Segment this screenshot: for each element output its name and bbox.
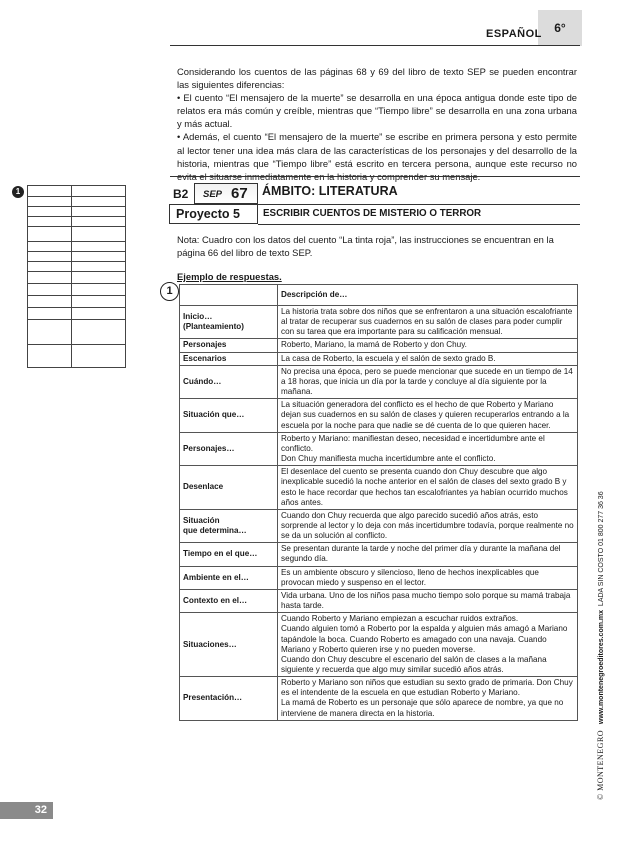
row-description: Se presentan durante la tarde y noche del primer día y durante la mañana del segundo día. bbox=[278, 543, 578, 566]
activity-number: 1 bbox=[160, 282, 179, 301]
row-description: El desenlace del cuento se presenta cuando don Chuy descubre que algo inexplicable sucedió la noche anterior en el salón de clases del sexto grado B y esto le hace recordar que hechos tan escalofriantes ya habían ocurrido muchos años antes. bbox=[278, 466, 578, 510]
row-label: Situaciones… bbox=[180, 613, 278, 677]
row-label: Tiempo en el que… bbox=[180, 543, 278, 566]
row-label: Escenarios bbox=[180, 352, 278, 365]
block-code: B2 bbox=[173, 187, 189, 201]
table-row bbox=[180, 399, 578, 432]
sep-label: SEP bbox=[203, 189, 223, 200]
table-header: Descripción de… bbox=[278, 285, 578, 306]
proyecto-label: Proyecto 5 bbox=[169, 204, 258, 224]
row-label: Personajes bbox=[180, 339, 278, 352]
row-label: Situación que determina… bbox=[180, 509, 278, 542]
row-description: La casa de Roberto, la escuela y el salón de sexto grado B. bbox=[278, 352, 578, 365]
row-label: Contexto en el… bbox=[180, 589, 278, 612]
lada-phone: LADA SIN COSTO 01 800 277 36 36 bbox=[598, 491, 605, 607]
example-label: Ejemplo de respuestas. bbox=[177, 271, 282, 282]
row-description: Es un ambiente obscuro y silencioso, lleno de hechos inexplicables que provocan miedo y suspenso en el lector. bbox=[278, 566, 578, 589]
answers-table bbox=[179, 284, 578, 721]
row-description: La historia trata sobre dos niños que se enfrentaron a una situación escalofriante al tratar de recuperar sus cuadernos en su salón de clases para poder cumplir con su tarea que era importante para su calificación mensual. bbox=[278, 306, 578, 339]
table-row bbox=[180, 566, 578, 589]
table-row bbox=[180, 339, 578, 352]
intro-text bbox=[177, 65, 577, 183]
table-row bbox=[180, 432, 578, 465]
header-blank-cell bbox=[180, 285, 278, 306]
table-row bbox=[180, 589, 578, 612]
row-label: Inicio… (Planteamiento) bbox=[180, 306, 278, 339]
note-text: Nota: Cuadro con los datos del cuento “La tinta roja”, las instrucciones se encuentran en la página 66 del libro de texto SEP. bbox=[177, 234, 554, 259]
row-description: Roberto, Mariano, la mamá de Roberto y don Chuy. bbox=[278, 339, 578, 352]
row-description: Cuando Roberto y Mariano empiezan a escuchar ruidos extraños. Cuando alguien tomó a Roberto por la espalda y alguien más amagó a Mariano tapándole la boca. Cuando Roberto es amagado con una navaja. Cuando Mariano y Roberto quieren irse y no pueden moverse. Cuando don Chuy descubre el escenario del salón de clases a la mañana siguiente y recuerda que algo muy similar sucedió años atrás. bbox=[278, 613, 578, 677]
ambito-title: ÁMBITO: LITERATURA bbox=[262, 184, 398, 198]
table-row bbox=[180, 352, 578, 365]
grade-tab: 6° bbox=[538, 10, 582, 46]
copyright-credit bbox=[596, 491, 607, 800]
intro-bullet-2: • Además, el cuento “El mensajero de la muerte” se escribe en primera persona y esto permite al lector tener una idea más clara de las características de los personajes y del desarrollo de la historia, mientras que “Tiempo libre” está escrito en tercera persona, aunque este recurso no evita el situarse inmediatamente en la historia y comprender su mensaje. bbox=[177, 131, 577, 182]
row-label: Personajes… bbox=[180, 432, 278, 465]
margin-marker: 1 bbox=[12, 186, 24, 198]
table-row bbox=[180, 365, 578, 398]
table-row bbox=[180, 677, 578, 721]
table-row bbox=[180, 543, 578, 566]
row-label: Situación que… bbox=[180, 399, 278, 432]
intro-divider bbox=[170, 176, 580, 177]
margin-mini-table bbox=[27, 185, 126, 368]
row-description: La situación generadora del conflicto es el hecho de que Roberto y Mariano dejan sus cuadernos en su salón de clases y quieren recuperarlos entrando a la escuela por la noche para que nadie se dé cuenta de lo que quieren hacer. bbox=[278, 399, 578, 432]
intro-bullet-1: • El cuento “El mensajero de la muerte” se desarrolla en una época antigua donde este tipo de relatos era más común y creíble, mientras que “Tiempo libre” se desarrolla en una zona urbana y más actual. bbox=[177, 92, 577, 130]
row-description: No precisa una época, pero se puede mencionar que sucede en un tiempo de 14 a 18 horas, que inicia un día por la tarde y concluye al día siguiente por la mañana. bbox=[278, 365, 578, 398]
table-row bbox=[180, 613, 578, 677]
row-description: Roberto y Mariano son niños que estudian su sexto grado de primaria. Don Chuy es el intendente de la escuela en que estudian Roberto y Mariano. La mamá de Roberto es un personaje que sólo aparece de nombre, ya que no interviene de manera directa en la historia. bbox=[278, 677, 578, 721]
intro-paragraph: Considerando los cuentos de las páginas 68 y 69 del libro de texto SEP se pueden encontrar las siguientes diferencias: bbox=[177, 66, 577, 91]
website: www.montenegroeditores.com.mx bbox=[598, 609, 605, 725]
proyecto-divider bbox=[258, 224, 580, 225]
subject-title: ESPAÑOL bbox=[486, 28, 542, 40]
page-number: 32 bbox=[0, 802, 53, 819]
header-divider bbox=[170, 45, 580, 46]
sep-page-number: 67 bbox=[231, 185, 248, 202]
brand-name: © MONTENEGRO bbox=[596, 729, 605, 800]
row-description: Cuando don Chuy recuerda que algo parecido sucedió años atrás, esto sorprende al lector y lo deja con más incertidumbre todavía, porque realmente no se da un solución al conflicto. bbox=[278, 509, 578, 542]
row-label: Presentación… bbox=[180, 677, 278, 721]
row-description: Roberto y Mariano: manifiestan deseo, necesidad e incertidumbre ante el conflicto. Don Chuy manifiesta mucha incertidumbre ante el conflicto. bbox=[278, 432, 578, 465]
row-label: Cuándo… bbox=[180, 365, 278, 398]
row-label: Ambiente en el… bbox=[180, 566, 278, 589]
proyecto-title: ESCRIBIR CUENTOS DE MISTERIO O TERROR bbox=[263, 208, 482, 219]
table-row bbox=[180, 306, 578, 339]
row-label: Desenlace bbox=[180, 466, 278, 510]
sep-page-ref bbox=[194, 183, 258, 204]
ambito-divider bbox=[258, 204, 580, 205]
table-row bbox=[180, 509, 578, 542]
row-description: Vida urbana. Uno de los niños pasa mucho tiempo solo porque su mamá trabaja hasta tarde. bbox=[278, 589, 578, 612]
table-header-row bbox=[180, 285, 578, 306]
table-row bbox=[180, 466, 578, 510]
